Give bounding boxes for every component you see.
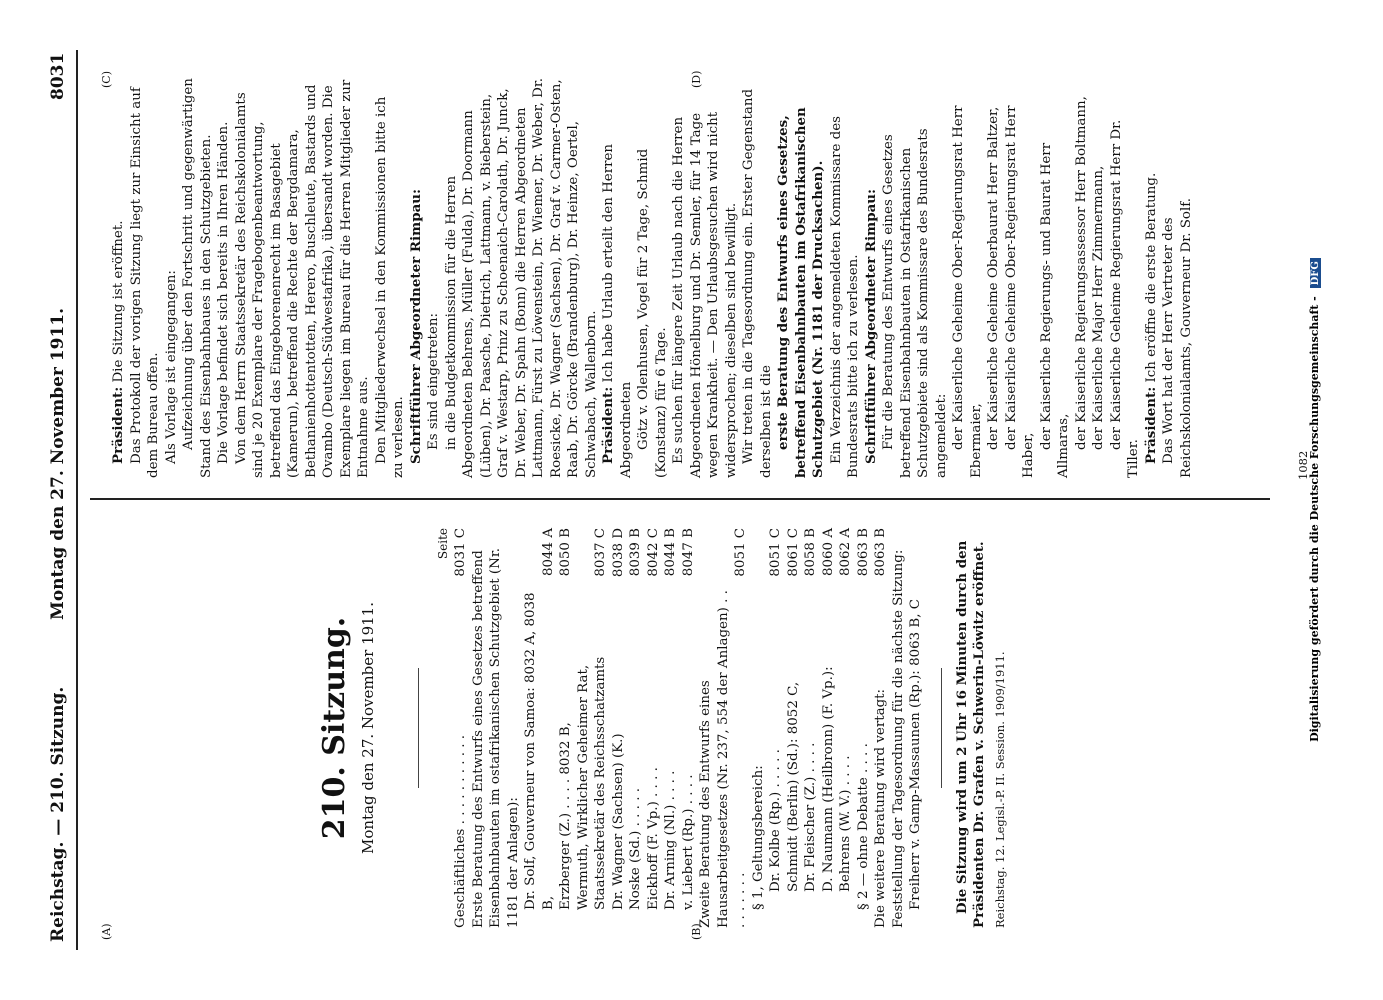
toc-entry-text: Feststellung der Tagesordnung für die nächste Sitzung: bbox=[890, 549, 906, 928]
toc-row bbox=[855, 528, 873, 928]
body-paragraph bbox=[1108, 78, 1143, 478]
marker-c: (C) bbox=[100, 71, 113, 88]
toc-entry-page: 8063 B bbox=[855, 528, 871, 577]
funding-note bbox=[1308, 0, 1321, 1000]
paragraph-text: Wir treten in die Tagesordnung ein. Erster Gegenstand derselben ist die bbox=[741, 88, 774, 478]
toc-entry-text: Noske (Sd.) . . . . . bbox=[628, 788, 643, 910]
toc-entry-text: Wermuth, Wirklicher Geheimer Rat, Staatssekretär des Reichsschatzamts bbox=[575, 656, 608, 910]
toc-entry-page: 8051 C bbox=[768, 528, 783, 577]
toc-entry-page: 8047 B bbox=[680, 528, 696, 577]
toc-row bbox=[785, 528, 803, 928]
paragraph-text: der Kaiserliche Major Herr Zimmermann, bbox=[1091, 165, 1106, 450]
left-column bbox=[110, 528, 1008, 928]
marker-a: (A) bbox=[100, 923, 113, 940]
toc-row bbox=[872, 528, 890, 928]
paragraph-text: der Kaiserliche Geheime Oberbaurat Herr Baltzer, bbox=[986, 106, 1001, 450]
toc-row bbox=[662, 528, 680, 928]
paragraph-text: Es sind eingetreten: bbox=[426, 313, 441, 450]
body-paragraph bbox=[163, 78, 181, 478]
toc-entry-text: Behrens (W. V.) . . . . bbox=[838, 755, 853, 892]
toc-row bbox=[680, 528, 698, 928]
page-number: 8031 bbox=[48, 52, 68, 100]
footer bbox=[993, 528, 1008, 928]
header-left: Reichstag. — 210. Sitzung. bbox=[48, 686, 68, 942]
body-paragraph bbox=[1160, 78, 1195, 478]
body-paragraph bbox=[443, 78, 601, 478]
toc-entry-page: 8044 A bbox=[540, 528, 556, 577]
toc-row bbox=[750, 528, 768, 928]
toc-entry-text: § 2 — ohne Debatte . . . . bbox=[855, 743, 871, 910]
body-paragraph bbox=[128, 78, 163, 478]
toc-entry-page: 8051 C bbox=[733, 528, 748, 577]
paragraph-text: Als Vorlage ist eingegangen: bbox=[163, 270, 179, 464]
paragraph-text: der Kaiserliche Geheime Ober-Regierungsrat Herr Ebermaier, bbox=[951, 105, 984, 478]
body-paragraph bbox=[740, 78, 775, 478]
toc-row bbox=[767, 528, 785, 928]
speaker-label: Präsident: bbox=[110, 386, 126, 464]
toc-page-label: Seite bbox=[435, 528, 450, 560]
toc-entry-page: 8050 B bbox=[558, 528, 573, 577]
body-paragraph bbox=[1090, 78, 1108, 478]
paragraph-text: der Kaiserliche Geheime Regierungsrat Herr Dr. Tiller. bbox=[1108, 119, 1141, 478]
toc-row bbox=[610, 528, 628, 928]
header-right: Montag den 27. November 1911. bbox=[48, 307, 68, 620]
body-paragraph bbox=[1003, 78, 1038, 478]
toc-rule bbox=[941, 668, 942, 788]
toc-entry-text: Dr. Solf, Gouverneur von Samoa: 8032 A, 8038 B, bbox=[523, 592, 556, 910]
table-of-contents bbox=[452, 528, 925, 928]
toc-row bbox=[837, 528, 855, 928]
body-paragraph bbox=[215, 78, 233, 478]
body-paragraph bbox=[1038, 78, 1073, 478]
body-paragraph bbox=[950, 78, 985, 478]
toc-entry-page: 8037 C bbox=[593, 528, 608, 577]
title-rule bbox=[418, 668, 419, 788]
body-paragraph bbox=[635, 78, 670, 478]
toc-entry-text: Freiherr v. Gamp-Massaunen (Rp.): 8063 B, C bbox=[908, 598, 923, 910]
toc-row bbox=[697, 528, 750, 928]
body-paragraph bbox=[233, 78, 373, 478]
toc-entry-text: Dr. Fleischer (Z.) . . . . bbox=[803, 742, 818, 892]
footer-right: 1082 bbox=[1296, 450, 1310, 480]
toc-entry-text: Dr. Arning (Nl.) . . . . bbox=[663, 770, 678, 910]
paragraph-text: Von dem Herrn Staatssekretär des Reichskolonialamts sind je 20 Exemplare der Fragebogenbeantwortung, betreffend das Eingeborenenrecht im Basagebiet (Kamerun), betreffend die Rechte der Bergdamara, Bethanienhottentotten, Herero, Buschleute, Bastards und Ovambo (Deutsch-Südwestafrika), übersandt worden. Die Exemplare liegen im Bureau für die Herren Mitglieder zur Entnahme aus. bbox=[233, 79, 371, 478]
toc-row bbox=[575, 528, 610, 928]
toc-entry-text: Erste Beratung des Entwurfs eines Gesetzes betreffend Eisenbahnbauten im ostafrikanischen Schutzgebiet (Nr. 1181 der Anlagen): bbox=[470, 547, 521, 928]
toc-row bbox=[470, 528, 523, 928]
paragraph-text: in die Budgetkommission für die Herren Abgeordneten Behrens, Müller (Fulda), Dr. Doormann (Lüben), Dr. Paasche, Dietrich, Lattmann, v. Bieberstein, Graf v. Westarp, Prinz zu Schoenaich-Carolath, Dr. Junck, Dr. Weber, Dr. Spahn (Bonn) die Herren Abgeordneten Lattmann, Fürst zu Löwenstein, Dr. Wiemer, Dr. Weber, Dr. Roesicke, Dr. Wagner (Sachsen), Dr. Graf v. Carmer-Osten, Raab, Dr. Görcke (Brandenburg), Dr. Heinze, Oertel, Schwabach, Wallenborn. bbox=[443, 77, 599, 478]
body-paragraph bbox=[180, 78, 215, 478]
paragraph-text: Götz v. Olenhusen, Vogel für 2 Tage, Schmid (Konstanz) für 6 Tage. bbox=[636, 148, 669, 478]
paragraph-text: Ich habe Urlaub erteilt den Herren Abgeordneten bbox=[601, 143, 634, 478]
marker-d: (D) bbox=[690, 70, 703, 88]
paragraph-text: Für die Beratung des Entwurfs eines Gesetzes betreffend Eisenbahnbauten in Ostafrikanischen Schutzgebiete sind als Kommissare des Bundesrats angemeldet: bbox=[881, 128, 949, 478]
body-paragraph bbox=[600, 78, 635, 478]
session-title: 210. Sitzung. bbox=[317, 616, 352, 840]
body-paragraph bbox=[110, 78, 128, 478]
body-paragraph bbox=[425, 78, 443, 478]
speaker-label: Schriftführer Abgeordneter Rimpau: bbox=[407, 189, 424, 464]
body-paragraph bbox=[863, 78, 881, 478]
paragraph-text: Die Sitzung ist eröffnet. bbox=[111, 220, 126, 387]
toc-entry-page: 8038 D bbox=[610, 528, 626, 578]
toc-entry-text: § 1, Geltungsbereich: bbox=[750, 765, 766, 910]
toc-entry-text: Erzberger (Z.) . . . . 8032 B, bbox=[558, 722, 573, 910]
body-paragraph bbox=[828, 78, 863, 478]
funding-note-text: Digitalisierung gefördert durch die Deutsche Forschungsgemeinschaft - bbox=[1308, 296, 1321, 742]
toc-entry-page: 8060 A bbox=[820, 528, 836, 577]
toc-entry-text: Schmidt (Berlin) (Sd.): 8052 C, bbox=[785, 681, 801, 892]
paragraph-text: Das Protokoll der vorigen Sitzung liegt zur Einsicht auf dem Bureau offen. bbox=[128, 87, 161, 478]
toc-row bbox=[802, 528, 820, 928]
body-paragraph bbox=[985, 78, 1003, 478]
body-paragraph bbox=[1143, 78, 1161, 478]
paragraph-text: der Kaiserliche Regierungsassessor Herr Boltmann, bbox=[1073, 96, 1089, 450]
toc-entry-text: Dr. Wagner (Sachsen) (K.) bbox=[610, 733, 626, 910]
marker-b: (B) bbox=[690, 923, 703, 940]
toc-entry-text: Die weitere Beratung wird vertagt: bbox=[873, 688, 888, 928]
paragraph-text: der Kaiserliche Geheime Ober-Regierungsrat Herr Haber, bbox=[1003, 105, 1036, 478]
body-paragraph bbox=[408, 78, 426, 478]
toc-entry-page: 8039 B bbox=[628, 528, 643, 577]
footer-left: Reichstag. 12. Legisl.-P. II. Session. 1909/1911. bbox=[992, 651, 1007, 928]
body-paragraph bbox=[1073, 78, 1091, 478]
speaker-label: Schriftführer Abgeordneter Rimpau: bbox=[862, 189, 879, 464]
body-paragraph bbox=[775, 78, 828, 478]
toc-row bbox=[907, 528, 925, 928]
paragraph-text: Ich eröffne die erste Beratung. bbox=[1143, 172, 1159, 387]
paragraph-text: Den Mitgliederwechsel in den Kommissionen bitte ich zu verlesen. bbox=[373, 96, 406, 478]
toc-row bbox=[627, 528, 645, 928]
toc-entry-text: Dr. Kolbe (Rp.) . . . . . bbox=[768, 749, 783, 892]
toc-entry-page: 8058 B bbox=[803, 528, 818, 577]
session-date: Montag den 27. November 1911. bbox=[359, 602, 377, 855]
paragraph-text: erste Beratung des Entwurfs eines Gesetzes, betreffend Eisenbahnbauten im Ostafrikanischen Schutzgebiet (Nr. 1181 der Drucksachen). bbox=[775, 107, 826, 478]
toc-entry-page: 8042 C bbox=[645, 528, 661, 577]
toc-entry-text: v. Liebert (Rp.) . . . . bbox=[680, 774, 696, 910]
paragraph-text: der Kaiserliche Regierungs- und Baurat Herr Allmaras, bbox=[1038, 142, 1071, 478]
speaker-label: Präsident: bbox=[1142, 386, 1159, 464]
toc-entry-text: Eickhoff (F. Vp.) . . . . bbox=[645, 767, 661, 910]
toc-entry-text: Zweite Beratung des Entwurfs eines Hausarbeitgesetzes (Nr. 237, 554 der Anlagen) . . . . . . . . . bbox=[698, 590, 748, 928]
toc-entry-text: Geschäftliches . . . . . . . . . . . bbox=[453, 734, 468, 928]
toc-row bbox=[522, 528, 557, 928]
paragraph-text: Ein Verzeichnis der angemeldeten Kommissare des Bundesrats bitte ich zu verlesen. bbox=[828, 115, 861, 478]
header-rule bbox=[76, 50, 78, 950]
proceedings-text bbox=[110, 78, 1195, 478]
toc-row bbox=[645, 528, 663, 928]
toc-row bbox=[890, 528, 908, 928]
toc-entry-page: 8031 C bbox=[453, 528, 468, 577]
paragraph-text: Es suchen für längere Zeit Urlaub nach die Herren Abgeordneten Hönelburg und Dr. Semler, für 14 Tage wegen Krankheit. — Den Urlaubsgesuchen wird nicht widersprochen; dieselben sind bewilligt. bbox=[671, 111, 739, 478]
toc-entry-text: D. Naumann (Heilbronn) (F. Vp.): bbox=[820, 666, 836, 892]
toc-row bbox=[452, 528, 470, 928]
body-paragraph bbox=[670, 78, 740, 478]
toc-entry-page: 8063 B bbox=[873, 528, 888, 577]
column-divider bbox=[90, 499, 1270, 501]
opening-statement: Die Sitzung wird um 2 Uhr 16 Minuten durch den Präsidenten Dr. Grafen v. Schwerin-Löwitz eröffnet. bbox=[953, 540, 987, 928]
body-paragraph bbox=[880, 78, 950, 478]
speaker-label: Präsident: bbox=[600, 386, 616, 464]
toc-row bbox=[820, 528, 838, 928]
right-column bbox=[110, 78, 1195, 478]
body-paragraph bbox=[373, 78, 408, 478]
toc-entry-page: 8061 C bbox=[785, 528, 801, 577]
dfg-logo: DFG bbox=[1310, 258, 1321, 288]
toc-entry-page: 8062 A bbox=[838, 528, 853, 577]
paragraph-text: Das Wort hat der Herr Vertreter des Reichskolonialamts, Gouverneur Dr. Solf. bbox=[1161, 198, 1194, 478]
paragraph-text: Die Vorlage befindet sich bereits in Ihren Händen. bbox=[216, 121, 231, 464]
paragraph-text: Aufzeichnung über den Fortschritt und gegenwärtigen Stand des Eisenbahnbaues in den Schutzgebieten. bbox=[181, 78, 214, 478]
toc-entry-page: 8044 B bbox=[663, 528, 678, 577]
toc-row bbox=[557, 528, 575, 928]
